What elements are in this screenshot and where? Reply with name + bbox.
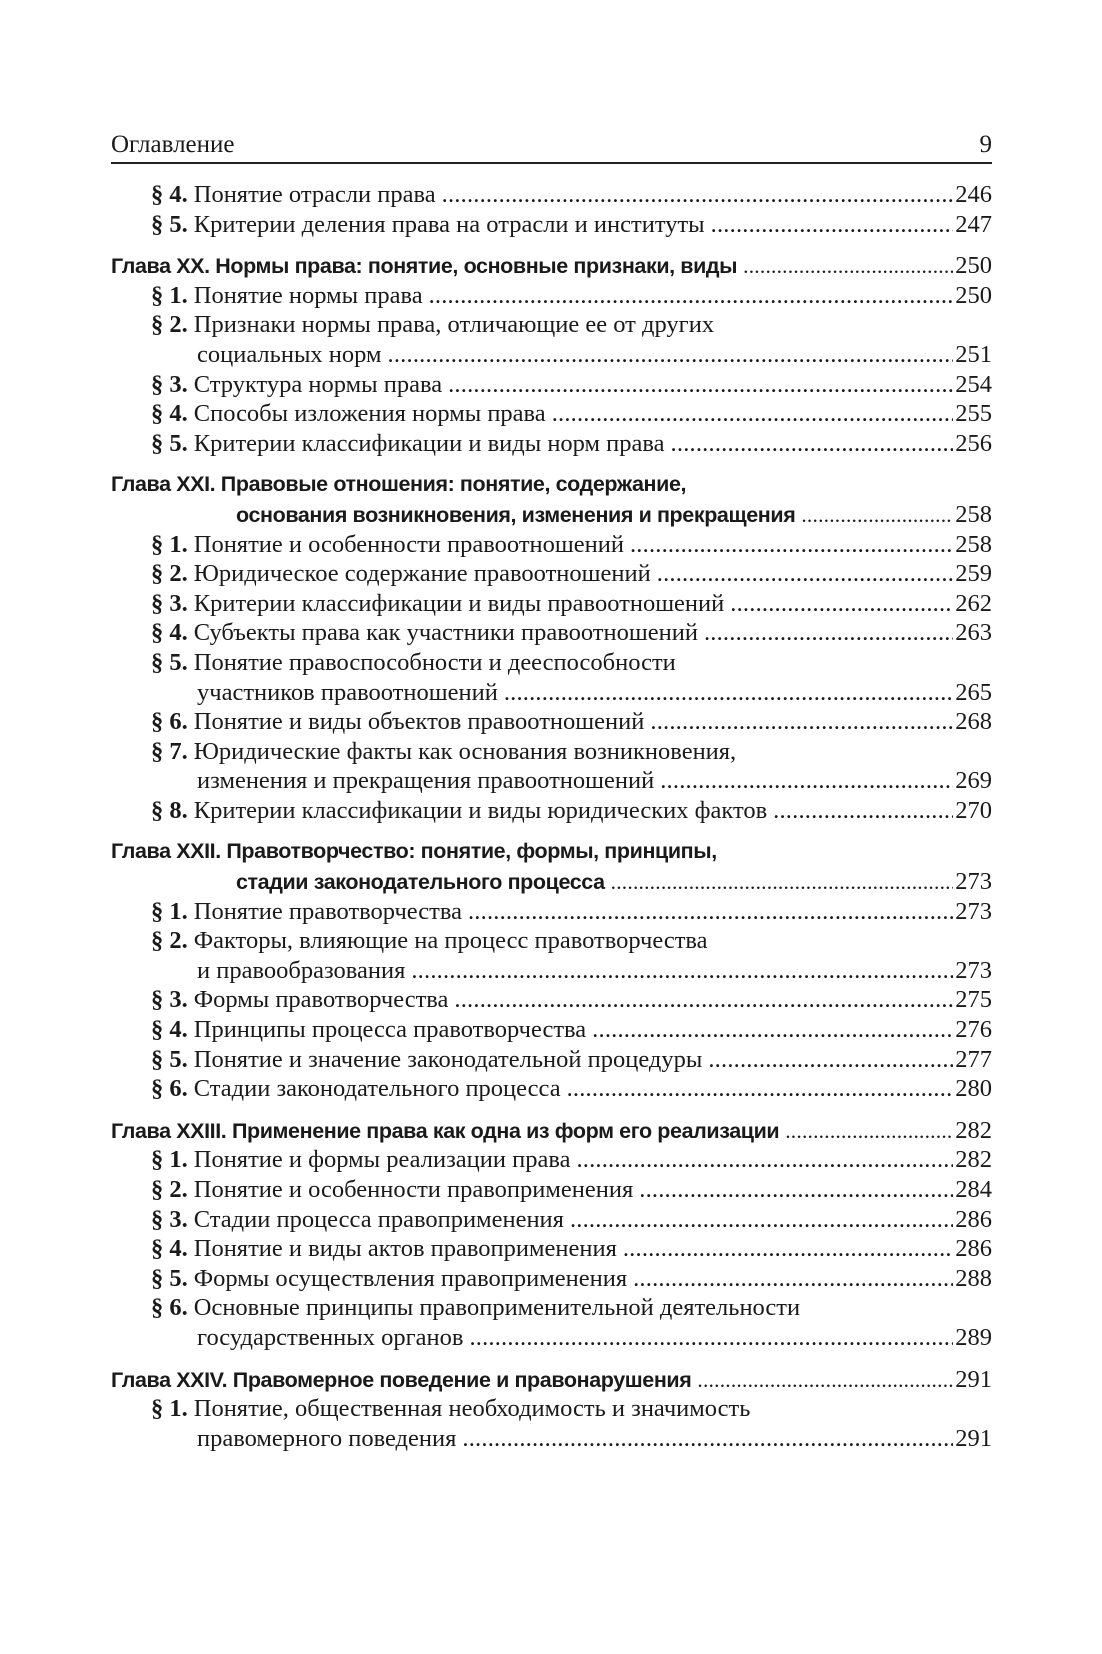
- entry-page-number: 255: [955, 400, 992, 428]
- section-number: § 5.: [151, 1264, 188, 1292]
- section-number: § 3.: [151, 370, 188, 398]
- entry-page-number: 250: [955, 281, 992, 309]
- section-number: § 6.: [151, 1075, 188, 1103]
- toc-chapter-entry: [111, 251, 992, 281]
- section-number: § 8.: [151, 796, 188, 824]
- dot-leader: [660, 766, 953, 796]
- dot-leader: [552, 399, 954, 429]
- section-number: § 2.: [151, 927, 188, 955]
- section-title: Понятие и виды актов правоприменения: [193, 1235, 617, 1263]
- dot-leader: [743, 252, 953, 282]
- toc-section-entry: [111, 1323, 992, 1353]
- section-title: участников правоотношений: [197, 678, 498, 706]
- toc-section-entry: [111, 530, 992, 560]
- section-title: и правообразования: [197, 956, 406, 984]
- entry-page-number: 273: [955, 868, 992, 896]
- section-title: Способы изложения нормы права: [193, 400, 546, 428]
- chapter-title: Глава XXIV. Правомерное поведение и правонарушения: [111, 1367, 692, 1392]
- toc-section-entry: [111, 1205, 992, 1235]
- toc-section-entry: [111, 1045, 992, 1075]
- toc-section-entry: [111, 1293, 992, 1323]
- section-number: § 4.: [151, 400, 188, 428]
- dot-leader: [442, 180, 954, 210]
- section-title: Факторы, влияющие на процесс правотворчества: [193, 927, 708, 955]
- dot-leader: [570, 1205, 953, 1235]
- section-title: Понятие правоспособности и дееспособности: [193, 648, 676, 676]
- section-title: Критерии деления права на отрасли и институты: [193, 210, 705, 238]
- entry-page-number: 273: [955, 897, 992, 925]
- running-header-title: Оглавление: [111, 131, 235, 158]
- dot-leader: [697, 1366, 953, 1396]
- section-number: § 7.: [151, 737, 188, 765]
- toc-chapter-entry: [111, 1116, 992, 1146]
- entry-page-number: 269: [955, 767, 992, 795]
- entry-page-number: 282: [955, 1146, 992, 1174]
- dot-leader: [388, 340, 954, 370]
- section-title: Критерии классификации и виды юридических фактов: [193, 796, 768, 824]
- entry-page-number: 262: [955, 589, 992, 617]
- entry-page-number: 284: [955, 1176, 992, 1203]
- entry-page-number: 282: [955, 1116, 992, 1144]
- entry-page-number: 289: [955, 1323, 992, 1351]
- section-number: § 3.: [151, 986, 188, 1014]
- toc-chapter-entry: [111, 470, 992, 500]
- section-title: Понятие, общественная необходимость и значимость: [193, 1395, 751, 1423]
- section-number: § 2.: [151, 1176, 188, 1203]
- toc-section-entry: [111, 618, 992, 648]
- entry-page-number: 270: [955, 796, 992, 824]
- toc-section-entry: [111, 897, 992, 927]
- dot-leader: [711, 210, 954, 240]
- toc-section-entry: [111, 370, 992, 400]
- dot-leader: [671, 429, 954, 459]
- section-number: § 2.: [151, 560, 188, 588]
- dot-leader: [623, 1234, 953, 1264]
- toc-section-entry: [111, 985, 992, 1015]
- entry-page-number: 251: [955, 340, 992, 368]
- section-title: государственных органов: [197, 1323, 464, 1351]
- entry-page-number: 254: [955, 370, 992, 398]
- section-number: § 4.: [151, 619, 188, 647]
- section-number: § 5.: [151, 210, 188, 238]
- toc-section-entry: [111, 340, 992, 370]
- chapter-title: стадии законодательного процесса: [236, 870, 605, 895]
- dot-leader: [801, 501, 953, 531]
- entry-page-number: 258: [955, 500, 992, 528]
- section-number: § 5.: [151, 429, 188, 457]
- toc-section-entry: [111, 399, 992, 429]
- toc-section-entry: [111, 766, 992, 796]
- section-title: Структура нормы права: [193, 370, 443, 398]
- chapter-title: Глава XXII. Правотворчество: понятие, формы, принципы,: [111, 839, 717, 864]
- dot-leader: [468, 897, 953, 927]
- section-title: Понятие отрасли права: [193, 181, 436, 208]
- section-number: § 5.: [151, 1045, 188, 1073]
- toc-section-entry: [111, 1424, 992, 1454]
- entry-page-number: 273: [955, 956, 992, 984]
- section-title: Принципы процесса правотворчества: [193, 1016, 587, 1044]
- dot-leader: [611, 868, 954, 898]
- entry-page-number: 286: [955, 1205, 992, 1233]
- toc-section-entry: [111, 707, 992, 737]
- chapter-title: Глава XXIII. Применение права как одна из форм его реализации: [111, 1118, 780, 1143]
- section-number: § 3.: [151, 589, 188, 617]
- dot-leader: [462, 1424, 953, 1454]
- section-title: Признаки нормы права, отличающие ее от других: [193, 311, 715, 339]
- toc-section-entry: [111, 956, 992, 986]
- dot-leader: [411, 956, 953, 986]
- entry-page-number: 288: [955, 1264, 992, 1292]
- dot-leader: [657, 559, 954, 589]
- section-number: § 3.: [151, 1205, 188, 1233]
- chapter-title: Глава XX. Нормы права: понятие, основные признаки, виды: [111, 254, 738, 279]
- dot-leader: [650, 707, 953, 737]
- entry-page-number: 259: [955, 560, 992, 588]
- toc-section-entry: [111, 1145, 992, 1175]
- section-number: § 1.: [151, 281, 188, 309]
- entry-page-number: 256: [955, 429, 992, 457]
- section-number: § 1.: [151, 897, 188, 925]
- section-title: Понятие и формы реализации права: [193, 1146, 571, 1174]
- entry-page-number: 247: [955, 210, 992, 238]
- section-title: Понятие и виды объектов правоотношений: [193, 708, 645, 736]
- dot-leader: [469, 1323, 953, 1353]
- section-number: § 4.: [151, 181, 188, 208]
- toc-section-entry: [111, 180, 992, 210]
- entry-page-number: 275: [955, 986, 992, 1014]
- entry-page-number: 250: [955, 252, 992, 280]
- toc-section-entry: [111, 1234, 992, 1264]
- section-title: Субъекты права как участники правоотношений: [193, 619, 698, 647]
- toc-section-entry: [111, 1175, 992, 1205]
- section-number: § 6.: [151, 708, 188, 736]
- dot-leader: [576, 1145, 953, 1175]
- toc-section-entry: [111, 559, 992, 589]
- toc-section-entry: [111, 310, 992, 340]
- section-number: § 1.: [151, 530, 188, 558]
- section-title: правомерного поведения: [197, 1424, 457, 1452]
- toc-section-entry: [111, 926, 992, 956]
- toc-chapter-entry: [111, 1365, 992, 1395]
- toc-section-entry: [111, 796, 992, 826]
- section-number: § 1.: [151, 1146, 188, 1174]
- entry-page-number: 280: [955, 1075, 992, 1103]
- section-title: Понятие и значение законодательной процедуры: [193, 1045, 703, 1073]
- entry-page-number: 276: [955, 1016, 992, 1044]
- dot-leader: [730, 589, 953, 619]
- toc-section-entry: [111, 210, 992, 240]
- toc-section-entry: [111, 589, 992, 619]
- section-title: Критерии классификации и виды правоотношений: [193, 589, 725, 617]
- section-number: § 4.: [151, 1235, 188, 1263]
- section-title: Понятие и особенности правоприменения: [193, 1176, 634, 1203]
- section-title: изменения и прекращения правоотношений: [197, 767, 655, 795]
- running-header: [111, 128, 992, 164]
- toc-chapter-entry: [111, 500, 992, 530]
- section-title: Критерии классификации и виды норм права: [193, 429, 665, 457]
- section-title: социальных норм: [197, 340, 382, 368]
- dot-leader: [504, 678, 953, 708]
- toc-chapter-entry: [111, 837, 992, 867]
- toc-chapter-entry: [111, 867, 992, 897]
- toc-section-entry: [111, 1074, 992, 1104]
- section-number: § 6.: [151, 1294, 188, 1322]
- entry-page-number: 291: [955, 1424, 992, 1452]
- chapter-title: основания возникновения, изменения и прекращения: [236, 502, 796, 527]
- table-of-contents: [111, 180, 992, 1453]
- dot-leader: [592, 1015, 953, 1045]
- toc-section-entry: [111, 1264, 992, 1294]
- chapter-title: Глава XXI. Правовые отношения: понятие, содержание,: [111, 472, 687, 497]
- dot-leader: [708, 1045, 953, 1075]
- dot-leader: [567, 1074, 954, 1104]
- dot-leader: [633, 1264, 953, 1294]
- section-title: Стадии процесса правоприменения: [193, 1205, 564, 1233]
- entry-page-number: 291: [955, 1365, 992, 1393]
- entry-page-number: 286: [955, 1235, 992, 1263]
- section-title: Понятие нормы права: [193, 281, 423, 309]
- dot-leader: [429, 281, 954, 311]
- section-title: Формы правотворчества: [193, 986, 449, 1014]
- entry-page-number: 268: [955, 708, 992, 736]
- entry-page-number: 277: [955, 1045, 992, 1073]
- section-title: Понятие и особенности правоотношений: [193, 530, 624, 558]
- toc-section-entry: [111, 281, 992, 311]
- section-title: Юридические факты как основания возникновения,: [193, 737, 737, 765]
- section-title: Основные принципы правоприменительной деятельности: [193, 1294, 801, 1322]
- entry-page-number: 246: [955, 181, 992, 208]
- dot-leader: [785, 1117, 953, 1147]
- section-title: Юридическое содержание правоотношений: [193, 560, 651, 588]
- section-number: § 4.: [151, 1016, 188, 1044]
- toc-section-entry: [111, 1394, 992, 1424]
- dot-leader: [773, 796, 953, 826]
- entry-page-number: 263: [955, 619, 992, 647]
- entry-page-number: 265: [955, 678, 992, 706]
- dot-leader: [448, 370, 953, 400]
- dot-leader: [630, 530, 953, 560]
- toc-section-entry: [111, 737, 992, 767]
- entry-page-number: 258: [955, 530, 992, 558]
- toc-section-entry: [111, 648, 992, 678]
- section-number: § 2.: [151, 311, 188, 339]
- section-title: Понятие правотворчества: [193, 897, 462, 925]
- section-number: § 5.: [151, 648, 188, 676]
- dot-leader: [639, 1175, 953, 1205]
- toc-section-entry: [111, 678, 992, 708]
- dot-leader: [704, 618, 953, 648]
- page-number: 9: [979, 131, 992, 158]
- section-number: § 1.: [151, 1395, 188, 1423]
- toc-section-entry: [111, 1015, 992, 1045]
- section-title: Формы осуществления правоприменения: [193, 1264, 628, 1292]
- section-title: Стадии законодательного процесса: [193, 1075, 561, 1103]
- dot-leader: [454, 985, 953, 1015]
- toc-section-entry: [111, 429, 992, 459]
